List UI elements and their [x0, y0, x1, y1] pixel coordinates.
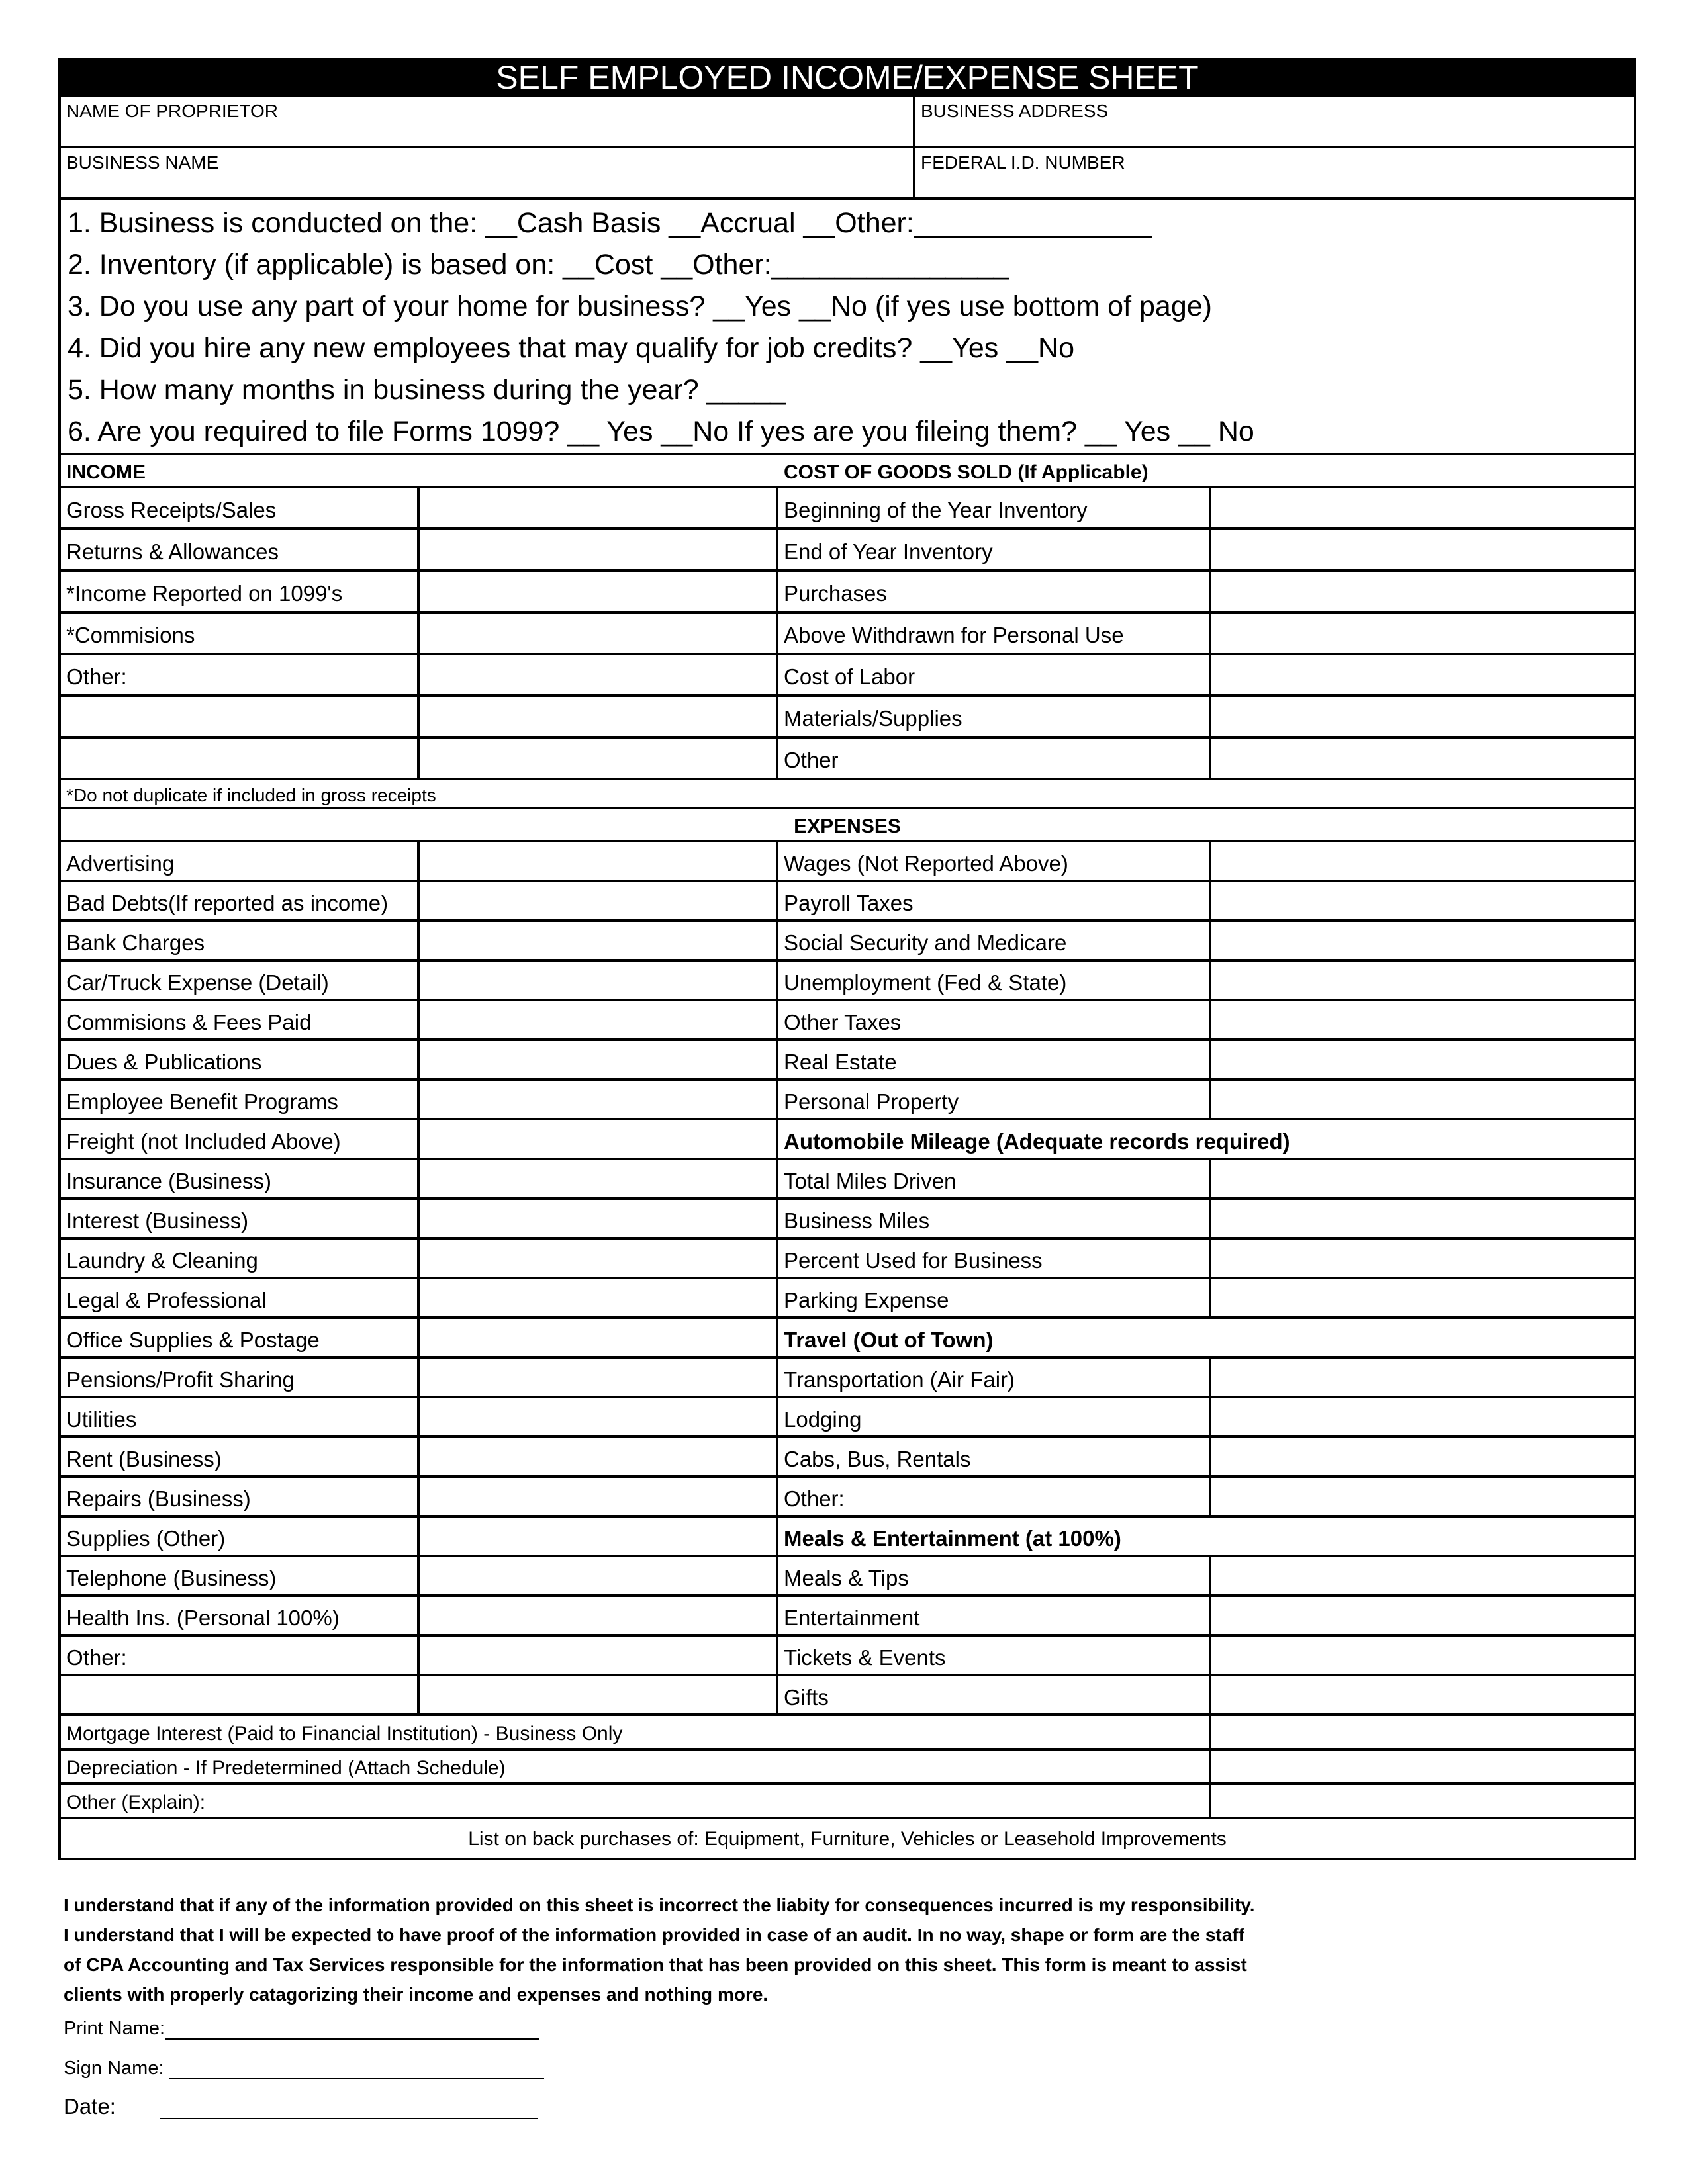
expense-label-right: Wages (Not Reported Above): [778, 842, 1211, 880]
business-address-field[interactable]: [915, 97, 1634, 146]
expense-amount-left[interactable]: [420, 1398, 778, 1435]
income-label-left: Gross Receipts/Sales: [61, 488, 420, 527]
form-title: SELF EMPLOYED INCOME/EXPENSE SHEET: [58, 58, 1636, 97]
expense-label-left: Other:: [61, 1637, 420, 1674]
income-amount-left[interactable]: [420, 572, 778, 611]
expense-row: [61, 1001, 1634, 1041]
expense-amount-left[interactable]: [420, 922, 778, 959]
expense-row: [61, 1557, 1634, 1597]
expense-label-left: Office Supplies & Postage: [61, 1319, 420, 1356]
sign-name-line: [64, 2056, 544, 2079]
expense-amount-right[interactable]: [1211, 1279, 1634, 1316]
expense-row: [61, 1200, 1634, 1240]
expense-amount-right[interactable]: [1211, 1001, 1634, 1038]
question-3[interactable]: 3. Do you use any part of your home for business? __Yes __No (if yes use bottom of page): [68, 291, 1212, 322]
business-name-field[interactable]: [61, 148, 915, 197]
questions-block: [61, 200, 1634, 455]
expense-label-right: Percent Used for Business: [778, 1240, 1211, 1277]
expense-label-left: Rent (Business): [61, 1438, 420, 1475]
expense-amount-left[interactable]: [420, 1120, 778, 1158]
date-label: Date:: [64, 2094, 116, 2118]
list-note: List on back purchases of: Equipment, Furniture, Vehicles or Leasehold Improvements: [468, 1828, 1227, 1850]
expense-label-right: Total Miles Driven: [778, 1160, 1211, 1197]
business-name-row: [61, 148, 1634, 200]
expense-row: [61, 962, 1634, 1001]
bottom-expense-row: [61, 1785, 1634, 1819]
expense-label-right: Cabs, Bus, Rentals: [778, 1438, 1211, 1475]
expense-label-left: Insurance (Business): [61, 1160, 420, 1197]
expense-label-right: Personal Property: [778, 1081, 1211, 1118]
expense-label-left: Interest (Business): [61, 1200, 420, 1237]
expense-label-left: Repairs (Business): [61, 1478, 420, 1515]
question-4[interactable]: 4. Did you hire any new employees that may qualify for job credits? __Yes __No: [68, 332, 1074, 364]
income-label-left: *Income Reported on 1099's: [61, 572, 420, 611]
expense-label-left: Supplies (Other): [61, 1518, 420, 1555]
business-name-label: BUSINESS NAME: [66, 152, 219, 173]
expense-row: [61, 1597, 1634, 1637]
date-field[interactable]: [160, 2095, 538, 2119]
income-amount-right[interactable]: [1211, 530, 1634, 569]
question-1[interactable]: 1. Business is conducted on the: __Cash Basis __Accrual __Other:_______________: [68, 207, 1152, 239]
income-row: [61, 697, 1634, 739]
income-amount-right[interactable]: [1211, 739, 1634, 778]
income-heading: INCOME: [66, 461, 146, 483]
expense-amount-right[interactable]: [1211, 1041, 1634, 1078]
bottom-expense-label: Mortgage Interest (Paid to Financial Institution) - Business Only: [61, 1716, 1211, 1748]
income-amount-right[interactable]: [1211, 488, 1634, 527]
question-6[interactable]: 6. Are you required to file Forms 1099? __ Yes __No If yes are you fileing them? __ Yes __ No: [68, 416, 1254, 447]
expense-label-left: Laundry & Cleaning: [61, 1240, 420, 1277]
federal-id-field[interactable]: [915, 148, 1634, 197]
bottom-rows: [61, 1716, 1634, 1819]
expense-amount-right[interactable]: [1211, 1438, 1634, 1475]
sign-name-label: Sign Name:: [64, 2058, 164, 2079]
expense-label-right: Gifts: [778, 1676, 1211, 1713]
expense-amount-left[interactable]: [420, 1279, 778, 1316]
expense-label-right: Parking Expense: [778, 1279, 1211, 1316]
expense-amount-right[interactable]: [1211, 1160, 1634, 1197]
income-label-left: Other:: [61, 655, 420, 694]
expense-amount-left[interactable]: [420, 1001, 778, 1038]
expense-label-right: Other:: [778, 1478, 1211, 1515]
expense-subheading-right: Meals & Entertainment (at 100%): [784, 1526, 1121, 1551]
expense-amount-left[interactable]: [420, 1676, 778, 1713]
income-row: [61, 530, 1634, 572]
income-amount-right[interactable]: [1211, 572, 1634, 611]
question-2[interactable]: 2. Inventory (if applicable) is based on: __Cost __Other:_______________: [68, 249, 1009, 281]
expense-amount-right[interactable]: [1211, 1200, 1634, 1237]
income-label-right: End of Year Inventory: [778, 530, 1211, 569]
expense-label-left: Commisions & Fees Paid: [61, 1001, 420, 1038]
print-name-label: Print Name:: [64, 2018, 165, 2039]
income-amount-right[interactable]: [1211, 614, 1634, 653]
cogs-heading: COST OF GOODS SOLD (If Applicable): [784, 461, 1149, 483]
expense-label-left: Freight (not Included Above): [61, 1120, 420, 1158]
expense-amount-right[interactable]: [1211, 1637, 1634, 1674]
disclaimer-line: of CPA Accounting and Tax Services responsible for the information that has been provided on this sheet. This form is meant to assist: [64, 1954, 1247, 1975]
income-amount-left[interactable]: [420, 697, 778, 736]
expense-amount-left[interactable]: [420, 1637, 778, 1674]
expense-amount-right[interactable]: [1211, 1557, 1634, 1594]
income-label-right: Beginning of the Year Inventory: [778, 488, 1211, 527]
expense-label-right: Entertainment: [778, 1597, 1211, 1634]
expense-amount-right[interactable]: [1211, 1398, 1634, 1435]
expense-amount-right[interactable]: [1211, 842, 1634, 880]
expense-label-left: Pensions/Profit Sharing: [61, 1359, 420, 1396]
expense-label-right: Payroll Taxes: [778, 882, 1211, 919]
income-amount-left[interactable]: [420, 488, 778, 527]
expense-amount-left[interactable]: [420, 1319, 778, 1356]
income-label-left: [61, 739, 420, 778]
expense-label-right: Unemployment (Fed & State): [778, 962, 1211, 999]
print-name-field[interactable]: [165, 2016, 539, 2040]
bottom-expense-amount[interactable]: [1211, 1785, 1634, 1817]
expense-row: [61, 1160, 1634, 1200]
expense-label-right: Real Estate: [778, 1041, 1211, 1078]
expense-amount-left[interactable]: [420, 1597, 778, 1634]
expense-amount-left[interactable]: [420, 1557, 778, 1594]
expense-label-left: [61, 1676, 420, 1713]
income-amount-left[interactable]: [420, 614, 778, 653]
income-heading-row: [61, 455, 1634, 488]
income-amount-right[interactable]: [1211, 697, 1634, 736]
income-row: [61, 655, 1634, 697]
income-label-right: Above Withdrawn for Personal Use: [778, 614, 1211, 653]
expense-row: [61, 1478, 1634, 1518]
expense-label-left: Legal & Professional: [61, 1279, 420, 1316]
income-expense-form: [58, 58, 1636, 1860]
expense-row: [61, 1518, 1634, 1557]
expense-label-right: Meals & Tips: [778, 1557, 1211, 1594]
expense-label-left: Employee Benefit Programs: [61, 1081, 420, 1118]
income-amount-right[interactable]: [1211, 655, 1634, 694]
proprietor-row: [61, 97, 1634, 148]
expense-row: [61, 1398, 1634, 1438]
expense-subheading-right: Automobile Mileage (Adequate records required): [784, 1129, 1290, 1154]
expense-amount-right[interactable]: [1211, 1478, 1634, 1515]
income-label-right: Cost of Labor: [778, 655, 1211, 694]
income-note: *Do not duplicate if included in gross receipts: [66, 785, 436, 805]
proprietor-name-field[interactable]: [61, 97, 915, 146]
bottom-expense-label: Depreciation - If Predetermined (Attach Schedule): [61, 1751, 1211, 1782]
disclaimer: [64, 1890, 1387, 2009]
expense-row: [61, 1041, 1634, 1081]
expense-amount-left[interactable]: [420, 842, 778, 880]
disclaimer-line: I understand that I will be expected to have proof of the information provided in case of an audit. In no way, shape or form are the staff: [64, 1925, 1244, 1945]
expense-subheading-right: Travel (Out of Town): [784, 1328, 994, 1352]
expense-amount-left[interactable]: [420, 1081, 778, 1118]
income-row: [61, 739, 1634, 780]
bottom-expense-row: [61, 1751, 1634, 1785]
expense-amount-right[interactable]: [1211, 1240, 1634, 1277]
income-row: [61, 614, 1634, 655]
expense-amount-left[interactable]: [420, 1240, 778, 1277]
income-amount-left[interactable]: [420, 655, 778, 694]
expense-row: [61, 1240, 1634, 1279]
expense-label-right: Transportation (Air Fair): [778, 1359, 1211, 1396]
proprietor-label: NAME OF PROPRIETOR: [66, 101, 278, 121]
disclaimer-line: I understand that if any of the information provided on this sheet is incorrect the liabity for consequences incurred is my responsibility.: [64, 1895, 1255, 1915]
income-note-row: [61, 780, 1634, 809]
expense-row: [61, 1438, 1634, 1478]
income-rows: [61, 488, 1634, 780]
expense-label-left: Health Ins. (Personal 100%): [61, 1597, 420, 1634]
expense-amount-right[interactable]: [1211, 922, 1634, 959]
bottom-expense-label: Other (Explain):: [61, 1785, 1211, 1817]
income-amount-left[interactable]: [420, 530, 778, 569]
expense-amount-right[interactable]: [1211, 1081, 1634, 1118]
print-name-line: [64, 2016, 539, 2040]
bottom-expense-amount[interactable]: [1211, 1716, 1634, 1748]
expense-label-right: Business Miles: [778, 1200, 1211, 1237]
expense-label-left: Advertising: [61, 842, 420, 880]
business-address-label: BUSINESS ADDRESS: [921, 101, 1109, 121]
expense-label-left: Car/Truck Expense (Detail): [61, 962, 420, 999]
expense-amount-left[interactable]: [420, 1518, 778, 1555]
expense-label-right: Social Security and Medicare: [778, 922, 1211, 959]
expense-row: [61, 922, 1634, 962]
federal-id-label: FEDERAL I.D. NUMBER: [921, 152, 1125, 173]
expense-amount-left[interactable]: [420, 1200, 778, 1237]
expense-amount-left[interactable]: [420, 1359, 778, 1396]
form-body: [58, 97, 1636, 1860]
expense-label-right: Lodging: [778, 1398, 1211, 1435]
expense-row: [61, 882, 1634, 922]
expense-label-left: Bad Debts(If reported as income): [61, 882, 420, 919]
expense-amount-right[interactable]: [1211, 1359, 1634, 1396]
expense-amount-left[interactable]: [420, 1478, 778, 1515]
income-label-right: Other: [778, 739, 1211, 778]
date-line: [64, 2094, 538, 2119]
expense-amount-right[interactable]: [1211, 882, 1634, 919]
income-label-left: *Commisions: [61, 614, 420, 653]
list-note-row: [61, 1819, 1634, 1858]
expense-label-left: Dues & Publications: [61, 1041, 420, 1078]
question-5[interactable]: 5. How many months in business during the year? _____: [68, 374, 786, 406]
expense-row: [61, 1637, 1634, 1676]
expense-row: [61, 842, 1634, 882]
expense-label-left: Utilities: [61, 1398, 420, 1435]
expenses-heading: EXPENSES: [794, 815, 901, 837]
sign-name-field[interactable]: [169, 2056, 544, 2079]
expense-label-left: Telephone (Business): [61, 1557, 420, 1594]
income-label-right: Materials/Supplies: [778, 697, 1211, 736]
expense-label-left: Bank Charges: [61, 922, 420, 959]
expense-row: [61, 1081, 1634, 1120]
expense-rows: [61, 842, 1634, 1716]
expense-row: [61, 1279, 1634, 1319]
disclaimer-line: clients with properly catagorizing their income and expenses and nothing more.: [64, 1984, 769, 2005]
expenses-heading-row: [61, 809, 1634, 842]
bottom-expense-amount[interactable]: [1211, 1751, 1634, 1782]
income-row: [61, 572, 1634, 614]
expense-amount-right[interactable]: [1211, 1676, 1634, 1713]
expense-amount-right[interactable]: [1211, 962, 1634, 999]
expense-row: [61, 1319, 1634, 1359]
expense-amount-left[interactable]: [420, 1041, 778, 1078]
expense-amount-right[interactable]: [1211, 1597, 1634, 1634]
expense-label-right: Other Taxes: [778, 1001, 1211, 1038]
income-amount-left[interactable]: [420, 739, 778, 778]
bottom-expense-row: [61, 1716, 1634, 1751]
expense-amount-left[interactable]: [420, 882, 778, 919]
expense-amount-left[interactable]: [420, 1438, 778, 1475]
expense-row: [61, 1120, 1634, 1160]
expense-amount-left[interactable]: [420, 962, 778, 999]
expense-row: [61, 1676, 1634, 1716]
income-label-left: Returns & Allowances: [61, 530, 420, 569]
income-row: [61, 488, 1634, 530]
expense-label-right: Tickets & Events: [778, 1637, 1211, 1674]
expense-amount-left[interactable]: [420, 1160, 778, 1197]
expense-row: [61, 1359, 1634, 1398]
income-label-right: Purchases: [778, 572, 1211, 611]
income-label-left: [61, 697, 420, 736]
